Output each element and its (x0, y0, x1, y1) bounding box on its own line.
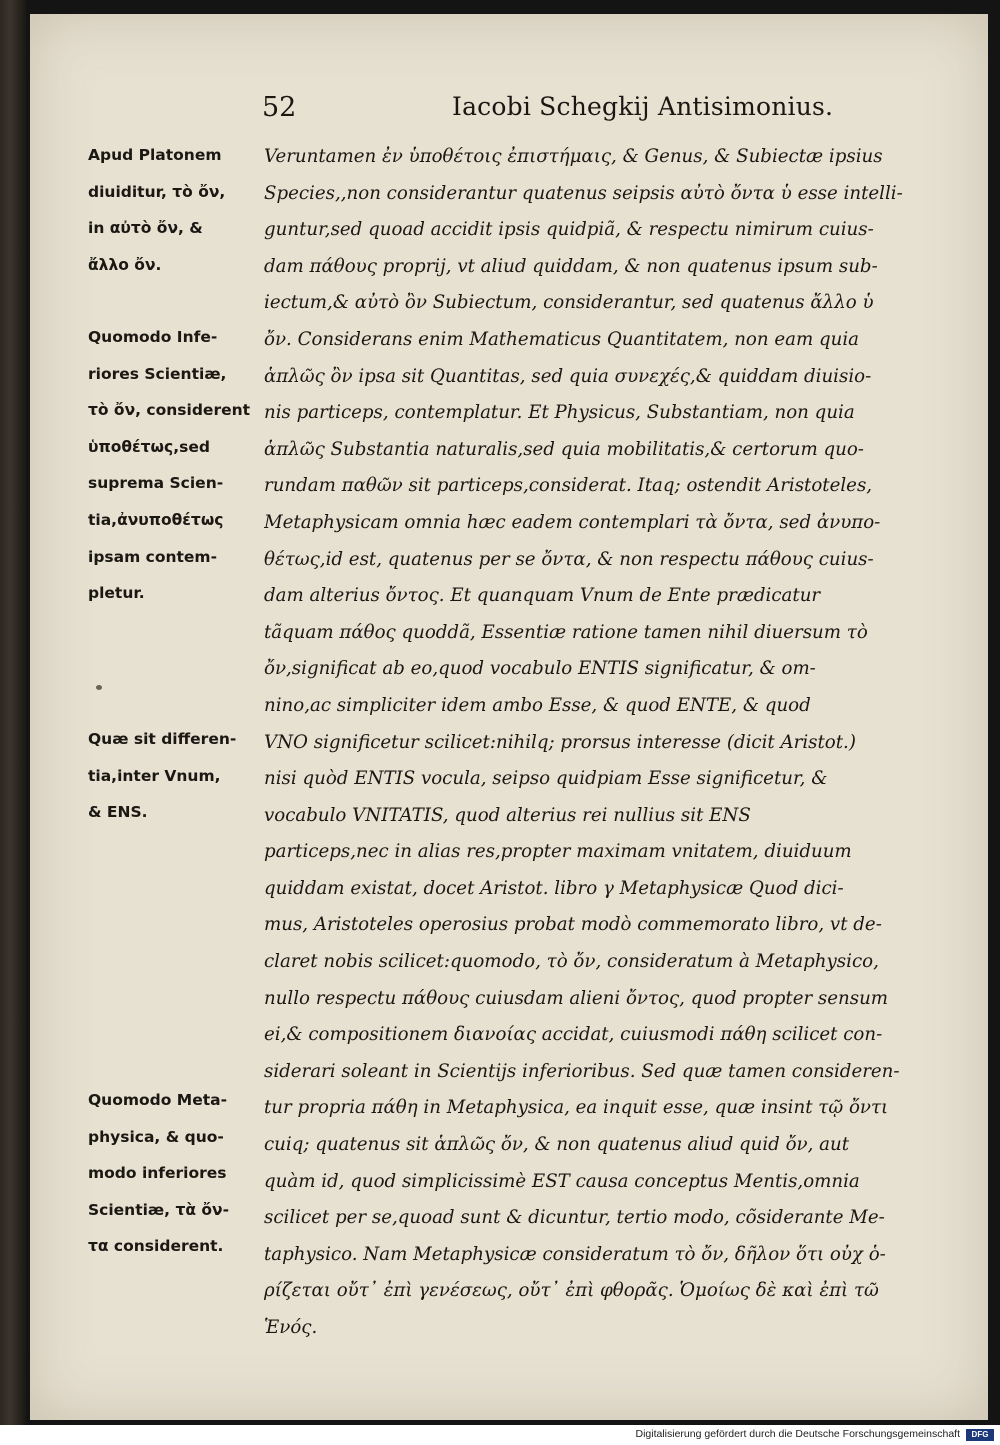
marginal-note-line: ἄλλο ὄν. (88, 255, 162, 274)
text-line: nisi quòd ENTIS vocula, seipso quidpiam Esse significetur, & (264, 768, 828, 790)
text-line: claret nobis scilicet:quomodo, τὸ ὄν, consideratum à Metaphysico, (264, 951, 879, 973)
footer-credit: Digitalisierung gefördert durch die Deutsche Forschungsgemeinschaft (635, 1428, 960, 1440)
text-line: Metaphysicam omnia hæc eadem contemplari τὰ ὄντα, sed ἀνυπο- (264, 511, 881, 533)
text-line: dam πάθους proprij, vt aliud quiddam, & non quatenus ipsum sub- (264, 255, 878, 277)
text-line: iectum,& αὐτὸ ὂν Subiectum, considerantur, sed quatenus ἄλλο ὑ (264, 292, 874, 314)
text-line: ἁπλῶς Substantia naturalis,sed quia mobilitatis,& certorum quo- (264, 438, 864, 460)
marginal-note-line: Quæ sit differen- (88, 730, 237, 748)
marginal-note-line: ὑποθέτως,sed (88, 437, 210, 456)
text-line: dam alterius ὄντος. Et quanquam Vnum de Ente prædicatur (264, 585, 821, 607)
marginal-note-metaphysica (88, 1082, 288, 1265)
text-line: scilicet per se,quoad sunt & dicuntur, tertio modo, cõsiderante Me- (264, 1207, 885, 1229)
marginal-note-line: riores Scientiæ, (88, 364, 227, 383)
main-text-block (264, 139, 984, 1347)
book-page (30, 14, 988, 1420)
text-line: θέτως,id est, quatenus per se ὄντα, & non respectu πάθους cuius- (264, 548, 874, 570)
text-line: rundam παθῶν sit particeps,considerat. Itaq; ostendit Aristoteles, (264, 475, 873, 497)
text-line: Ἑνός. (264, 1317, 318, 1338)
ink-speck (96, 685, 102, 690)
digitization-footer (0, 1425, 1000, 1445)
marginal-note-line: ipsam contem- (88, 547, 218, 566)
text-line: ὄν. Considerans enim Mathematicus Quantitatem, non eam quia (264, 328, 860, 350)
text-line: guntur,sed quoad accidit ipsis quidpiã, & respectu nimirum cuius- (264, 219, 874, 241)
text-line: ei,& compositionem διανοίας accidat, cuiusmodi πάθη scilicet con- (264, 1024, 883, 1046)
text-line: particeps,nec in alias res,propter maximam vnitatem, diuiduum (264, 841, 852, 863)
text-line: siderari soleant in Scientijs inferioribus. Sed quæ tamen consideren- (264, 1060, 900, 1082)
marginal-note-line: physica, & quo- (88, 1127, 224, 1146)
marginal-note-line: in αὐτὸ ὄν, & (88, 219, 203, 238)
marginal-note-line: Apud Platonem (88, 146, 222, 164)
text-line: nino,ac simpliciter idem ambo Esse, & quod ENTE, & quod (264, 694, 811, 716)
text-line: taphysico. Nam Metaphysicæ consideratum τὸ ὄν, δῆλον ὅτι οὐχ ὁ- (264, 1243, 886, 1265)
text-line: quiddam existat, docet Aristot. libro γ Metaphysicæ Quod dici- (264, 877, 844, 899)
marginal-note-line: Quomodo Infe- (88, 328, 218, 346)
marginal-note-differentia (88, 721, 288, 831)
text-line: vocabulo VNITATIS, quod alterius rei nullius sit ENS (264, 804, 751, 826)
book-edge (0, 0, 26, 1425)
text-line: nullo respectu πάθους cuiusdam alieni ὄντος, quod propter sensum (264, 987, 889, 1009)
marginal-note-line: & ENS. (88, 803, 148, 822)
marginal-note-line: τα considerent. (88, 1237, 224, 1256)
marginal-note-line: tia,ἀνυποθέτως (88, 510, 224, 529)
marginal-note-line: diuiditur, τὸ ὄν, (88, 182, 226, 201)
text-line: ρίζεται οὔτ᾽ ἐπὶ γενέσεως, οὔτ᾽ ἐπὶ φθορᾶς. Ὁμοίως δὲ καὶ ἐπὶ τῶ (264, 1280, 879, 1302)
marginal-note-line: pletur. (88, 584, 145, 603)
marginal-note-line: suprema Scien- (88, 474, 224, 493)
text-line: mus, Aristoteles operosius probat modò commemorato libro, vt de- (264, 914, 882, 936)
running-head (30, 92, 988, 132)
text-line: VNO significetur scilicet:nihilq; prorsus interesse (dicit Aristot.) (264, 731, 856, 753)
text-line: Veruntamen ἐν ὑποθέτοις ἐπιστήμαις, & Genus, & Subiectæ ipsius (264, 146, 883, 167)
marginal-note-line: Quomodo Meta- (88, 1091, 228, 1109)
text-line: ὄν,significat ab eo,quod vocabulo ENTIS significatur, & om- (264, 658, 816, 680)
dfg-logo: DFG (966, 1429, 994, 1441)
text-line: nis particeps, contemplatur. Et Physicus, Substantiam, non quia (264, 402, 855, 424)
marginal-note-line: tia,inter Vnum, (88, 766, 221, 785)
marginal-note-line: Scientiæ, τὰ ὄν- (88, 1200, 230, 1219)
page-number: 52 (262, 92, 297, 123)
text-line: cuiq; quatenus sit ἁπλῶς ὄν, & non quatenus aliud quid ὄν, aut (264, 1134, 850, 1156)
marginal-note-inferiores (88, 319, 288, 612)
text-line: Species,,non considerantur quatenus seipsis αὐτὸ ὄντα ὑ esse intelli- (264, 182, 903, 204)
text-line: ἁπλῶς ὂν ipsa sit Quantitas, sed quia συνεχές,& quiddam diuisio- (264, 365, 872, 387)
marginal-note-line: τὸ ὄν, considerent (88, 401, 251, 420)
text-line: tãquam πάθος quoddã, Essentiæ ratione tamen nihil diuersum τὸ (264, 621, 868, 643)
marginal-note-line: modo inferiores (88, 1164, 227, 1183)
text-line: tur propria πάθη in Metaphysica, ea inquit esse, quæ insint τῷ ὄντι (264, 1097, 889, 1119)
text-line: quàm id, quod simplicissimè EST causa conceptus Mentis,omnia (264, 1170, 860, 1192)
running-title: Iacobi Schegkij Antisimonius. (452, 92, 834, 121)
marginal-note-platonem (88, 137, 288, 283)
